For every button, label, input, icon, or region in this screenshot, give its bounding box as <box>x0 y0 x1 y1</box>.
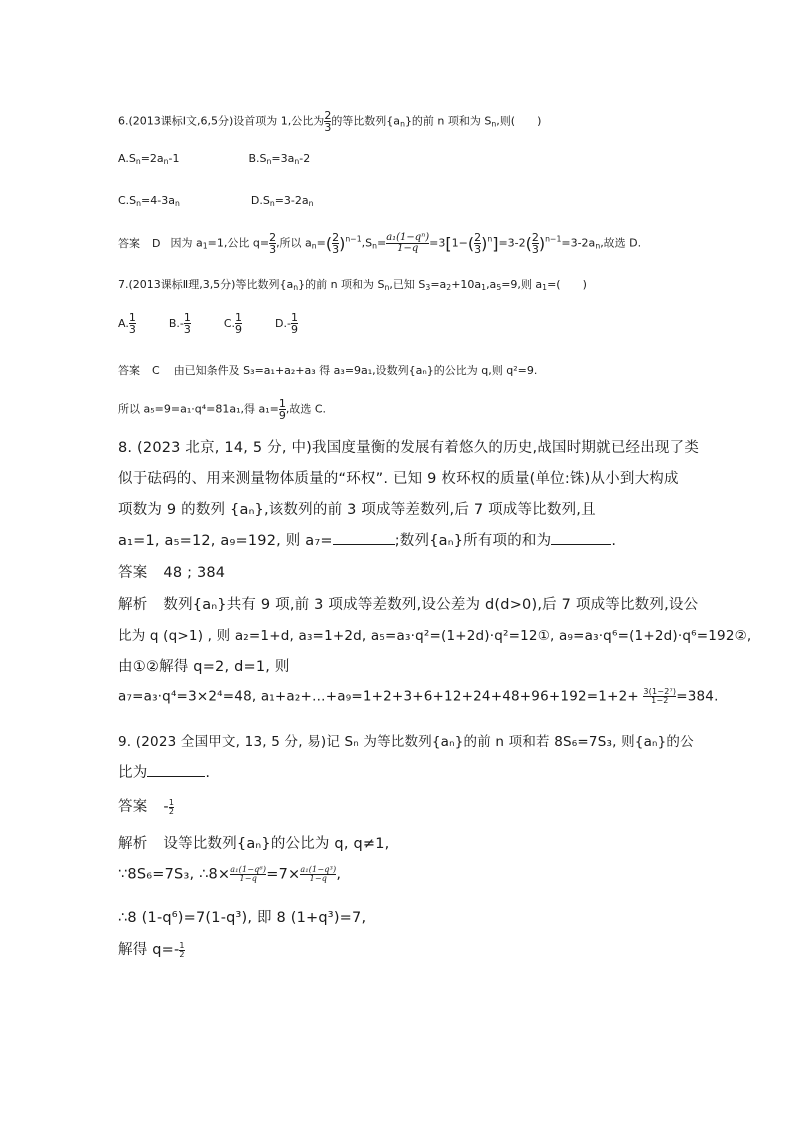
solution-text: =7× <box>266 866 301 883</box>
answer-choice: C <box>152 364 160 377</box>
fraction <box>532 232 539 255</box>
q7-option-b <box>168 311 191 336</box>
frac-num: a₁(1−q⁶) <box>230 865 267 874</box>
opt-c-eq: =4-3a <box>141 194 175 207</box>
ans-text: 因为 a <box>170 236 203 250</box>
q6-stem-b: 的等比数列{a <box>331 114 401 128</box>
ans-text: = <box>316 236 326 250</box>
q7-text: ,已知 S <box>389 278 426 291</box>
q8-line1: 8. (2023 北京, 14, 5 分, 中)我国度量衡的发展有着悠久的历史,战国时期就已经出现了类 <box>118 440 700 456</box>
q6-stem-c: }的前 n 项和为 S <box>404 114 492 128</box>
q8-solution-2: 比为 q (q>1) , 则 a₂=1+d, a₃=1+2d, a₅=a₃·q²=(1+2d)·q²=12①, a₉=a₃·q⁶=(1+2d)·q⁶=192②, <box>118 628 752 644</box>
q7-text: 7.(2013课标Ⅱ理,3,5分)等比数列{a <box>118 278 294 291</box>
solution-text: 数列{aₙ}共有 9 项,前 3 项成等差数列,设公差为 d(d>0),后 7 项成等比数列,设公 <box>163 597 699 613</box>
frac-den: 3 <box>269 243 277 256</box>
q9-answer <box>118 795 174 816</box>
q7-option-d <box>275 311 298 336</box>
frac-den: 2 <box>168 806 175 816</box>
exponent: n−1 <box>545 234 562 244</box>
answer-choice: D <box>152 236 161 250</box>
frac-den: 3 <box>474 243 482 256</box>
sum-fraction <box>230 866 266 883</box>
opt-label: B.- <box>168 316 184 330</box>
frac-num: 2 <box>332 231 340 244</box>
ans-text: 1− <box>451 236 468 250</box>
q9-solution-1 <box>118 832 389 853</box>
ans-text: =1,公比 q= <box>207 236 270 250</box>
q8-line4 <box>118 529 616 550</box>
frac-den: 9 <box>278 409 286 422</box>
fraction <box>235 312 242 335</box>
opt-label: C. <box>223 316 236 330</box>
frac-num: a₁(1−q³) <box>300 865 337 874</box>
solution-text: 设等比数列{aₙ}的公比为 q, q≠1, <box>163 836 390 852</box>
frac-den: 3 <box>332 243 340 256</box>
frac-den: 3 <box>183 323 191 336</box>
frac-num: a₁(1−qⁿ) <box>386 232 430 243</box>
frac-den: 1−2 <box>643 696 676 705</box>
frac-num: 1 <box>183 311 191 324</box>
q9-line2 <box>118 761 210 782</box>
ans-text: ,故选 C. <box>285 402 327 416</box>
q8-line3: 项数为 9 的数列 {aₙ},该数列的前 3 项成等差数列,后 7 项成等比数列,且 <box>118 502 596 518</box>
frac-den: 3 <box>128 323 136 336</box>
q8-text: a₁=1, a₅=12, a₉=192, 则 a₇= <box>118 533 333 549</box>
q6-options-row2 <box>118 194 314 208</box>
frac-den: 1−q <box>230 874 266 883</box>
frac-num: 1 <box>235 311 243 324</box>
frac-num: 3(1−2⁷) <box>643 687 677 696</box>
ans-text: ,S <box>361 236 373 250</box>
opt-label: A. <box>118 316 129 330</box>
ratio-den: 3 <box>324 121 332 134</box>
q8-solution-4 <box>118 688 719 705</box>
solution-text: =384. <box>676 688 719 705</box>
q7-stem: 7.(2013课标Ⅱ理,3,5分)等比数列$\{a_n\}$的前 n 项和为 $S_n$,已知 $S_3=a_2+10a_1,a_5=9$,则 $a_1=$( ) <box>118 278 587 292</box>
frac-num: 2 <box>531 231 539 244</box>
fraction <box>169 799 174 816</box>
q7-text: +10a <box>451 278 482 291</box>
ans-text: =3-2 <box>498 236 526 250</box>
q7-text: }的前 n 项和为 S <box>298 278 385 291</box>
sum-fraction <box>643 688 676 705</box>
q7-text: ,a <box>486 278 497 291</box>
q7-text: ) <box>582 278 587 291</box>
ans-text: =3-2a <box>561 236 596 250</box>
q9-solution-3: ∴8 (1-q⁶)=7(1-q³), 即 8 (1+q³)=7, <box>118 910 367 926</box>
frac-den: 9 <box>290 323 298 336</box>
q6-stem-e: ) <box>537 114 542 128</box>
frac-num: 2 <box>474 231 482 244</box>
answer-blank[interactable] <box>147 764 205 777</box>
exponent: n−1 <box>345 234 362 244</box>
q8-answer <box>118 561 225 582</box>
opt-a-label: A.S <box>118 152 136 165</box>
frac-den: 1−q <box>386 243 429 254</box>
solution-text: a₇=a₃·q⁴=3×2⁴=48, a₁+a₂+…+a₉=1+2+3+6+12+24+48+96+192=1+2+ <box>118 688 639 705</box>
opt-b-tail: -2 <box>299 152 311 165</box>
q9-solution-4 <box>118 938 185 959</box>
opt-a-tail: -1 <box>168 152 180 165</box>
solution-text: ∵8S₆=7S₃, ∴8× <box>118 866 231 883</box>
fraction <box>279 398 286 421</box>
q6-answer: 答案 D 因为 $a_1=1$,公比 q= $\frac{2}{3}$ ,所以 $a_n=$( $\frac{2}{3}$ )$^{n-1},S_n=$ $\frac{\text{a₁(1−qⁿ)}}{1-q}$ =3[1−( $\frac{2}{3}$ )$^n$]=3-2( $\frac{2}{3}$ )$^{n-1}=3-2a_n$,故选 D. <box>118 231 642 256</box>
q7-option-a <box>118 311 136 336</box>
sum-fraction <box>386 233 429 254</box>
opt-d-eq: =3-2a <box>274 194 309 207</box>
solution-text: 解得 q=- <box>118 942 180 958</box>
frac-den: 1−q <box>300 874 336 883</box>
frac-num: 1 <box>179 940 185 950</box>
q7-text: =9,则 a <box>501 278 543 291</box>
opt-b-label: B.S <box>248 152 267 165</box>
q7-options <box>118 312 298 335</box>
q6-stem-d: ,则( <box>496 114 516 128</box>
answer-blank[interactable] <box>333 532 395 545</box>
q8-text: . <box>611 533 617 549</box>
fraction <box>269 232 276 255</box>
frac-den: 3 <box>531 243 539 256</box>
q6-option-d: $D.S_n=3-2a_n$ <box>250 194 314 208</box>
answer-blank[interactable] <box>551 532 611 545</box>
solution-text: , <box>336 866 342 883</box>
ans-text: =3 <box>429 236 446 250</box>
frac-num: 1 <box>278 397 286 410</box>
q8-line2: 似于砝码的、用来测量物体质量的“环权”. 已知 9 枚环权的质量(单位:铢)从小到大构成 <box>118 471 679 487</box>
answer-label: 答案 <box>118 236 140 250</box>
fraction <box>184 312 191 335</box>
opt-label: D.- <box>275 316 291 330</box>
exponent: n <box>487 234 493 244</box>
ans-text: 所以 a₅=9=a₁·q⁴=81a₁,得 a₁= <box>118 402 279 416</box>
answer-label: 答案 <box>118 565 148 581</box>
opt-c-label: C.S <box>118 194 137 207</box>
frac-num: 1 <box>290 311 298 324</box>
frac-den: 2 <box>179 949 185 959</box>
q8-text: ;数列{aₙ}所有项的和为 <box>394 533 552 549</box>
solution-label: 解析 <box>118 597 148 613</box>
q6-options-row1 <box>118 152 310 166</box>
ratio-num: 2 <box>324 109 332 122</box>
q7-text: =( <box>547 278 561 291</box>
answer-label: 答案 <box>118 799 148 815</box>
ans-text: ,故选 D. <box>600 236 642 250</box>
q6-option-a: $A.S_n=2a_n-1$ <box>118 152 180 166</box>
q8-solution-3: 由①②解得 q=2, d=1, 则 <box>118 659 290 675</box>
answer-value: 48 ; 384 <box>163 565 226 581</box>
q9-text: . <box>205 765 211 781</box>
fraction <box>291 312 298 335</box>
ans-text: ,所以 a <box>276 236 312 250</box>
solution-label: 解析 <box>118 836 148 852</box>
ans-text: = <box>376 236 387 250</box>
opt-a-eq: =2a <box>140 152 164 165</box>
q9-line1: 9. (2023 全国甲文, 13, 5 分, 易)记 Sₙ 为等比数列{aₙ}的前 n 项和若 8S₆=7S₃, 则{aₙ}的公 <box>118 734 694 750</box>
q7-answer <box>118 362 537 378</box>
q6-option-b: $B.S_n=3a_n-2$ <box>248 152 311 166</box>
fraction <box>179 942 184 959</box>
frac-num: 1 <box>168 797 175 807</box>
q6-stem-text: 6.(2013课标Ⅰ文,6,5分)设首项为 1,公比为 <box>118 114 325 128</box>
q9-text: 比为 <box>118 765 148 781</box>
q7-answer-line2 <box>118 398 326 421</box>
frac-num: 2 <box>269 231 277 244</box>
q8-solution-1 <box>118 593 698 614</box>
answer-sign: - <box>163 799 169 815</box>
frac-den: 9 <box>235 323 243 336</box>
q6-option-c: $C.S_n=4-3a_n$ <box>118 194 180 208</box>
ans-text: 由已知条件及 S₃=a₁+a₂+a₃ 得 a₃=9a₁,设数列{aₙ}的公比为 q,则 q²=9. <box>173 364 538 377</box>
opt-d-label: D.S <box>250 194 270 207</box>
q7-text: =a <box>430 278 447 291</box>
q9-solution-2 <box>118 866 341 883</box>
frac-num: 1 <box>128 311 136 324</box>
fraction <box>129 312 136 335</box>
opt-b-eq: =3a <box>271 152 295 165</box>
q6-stem: 6.(2013课标Ⅰ文,6,5分)设首项为 1,公比为 $\frac{2}{3}$ 的等比数列$\{a_n\}$的前 n 项和为 $S_n$,则( ) <box>118 109 542 134</box>
q7-option-c <box>223 311 243 336</box>
sum-fraction <box>300 866 336 883</box>
answer-label: 答案 <box>118 364 140 377</box>
